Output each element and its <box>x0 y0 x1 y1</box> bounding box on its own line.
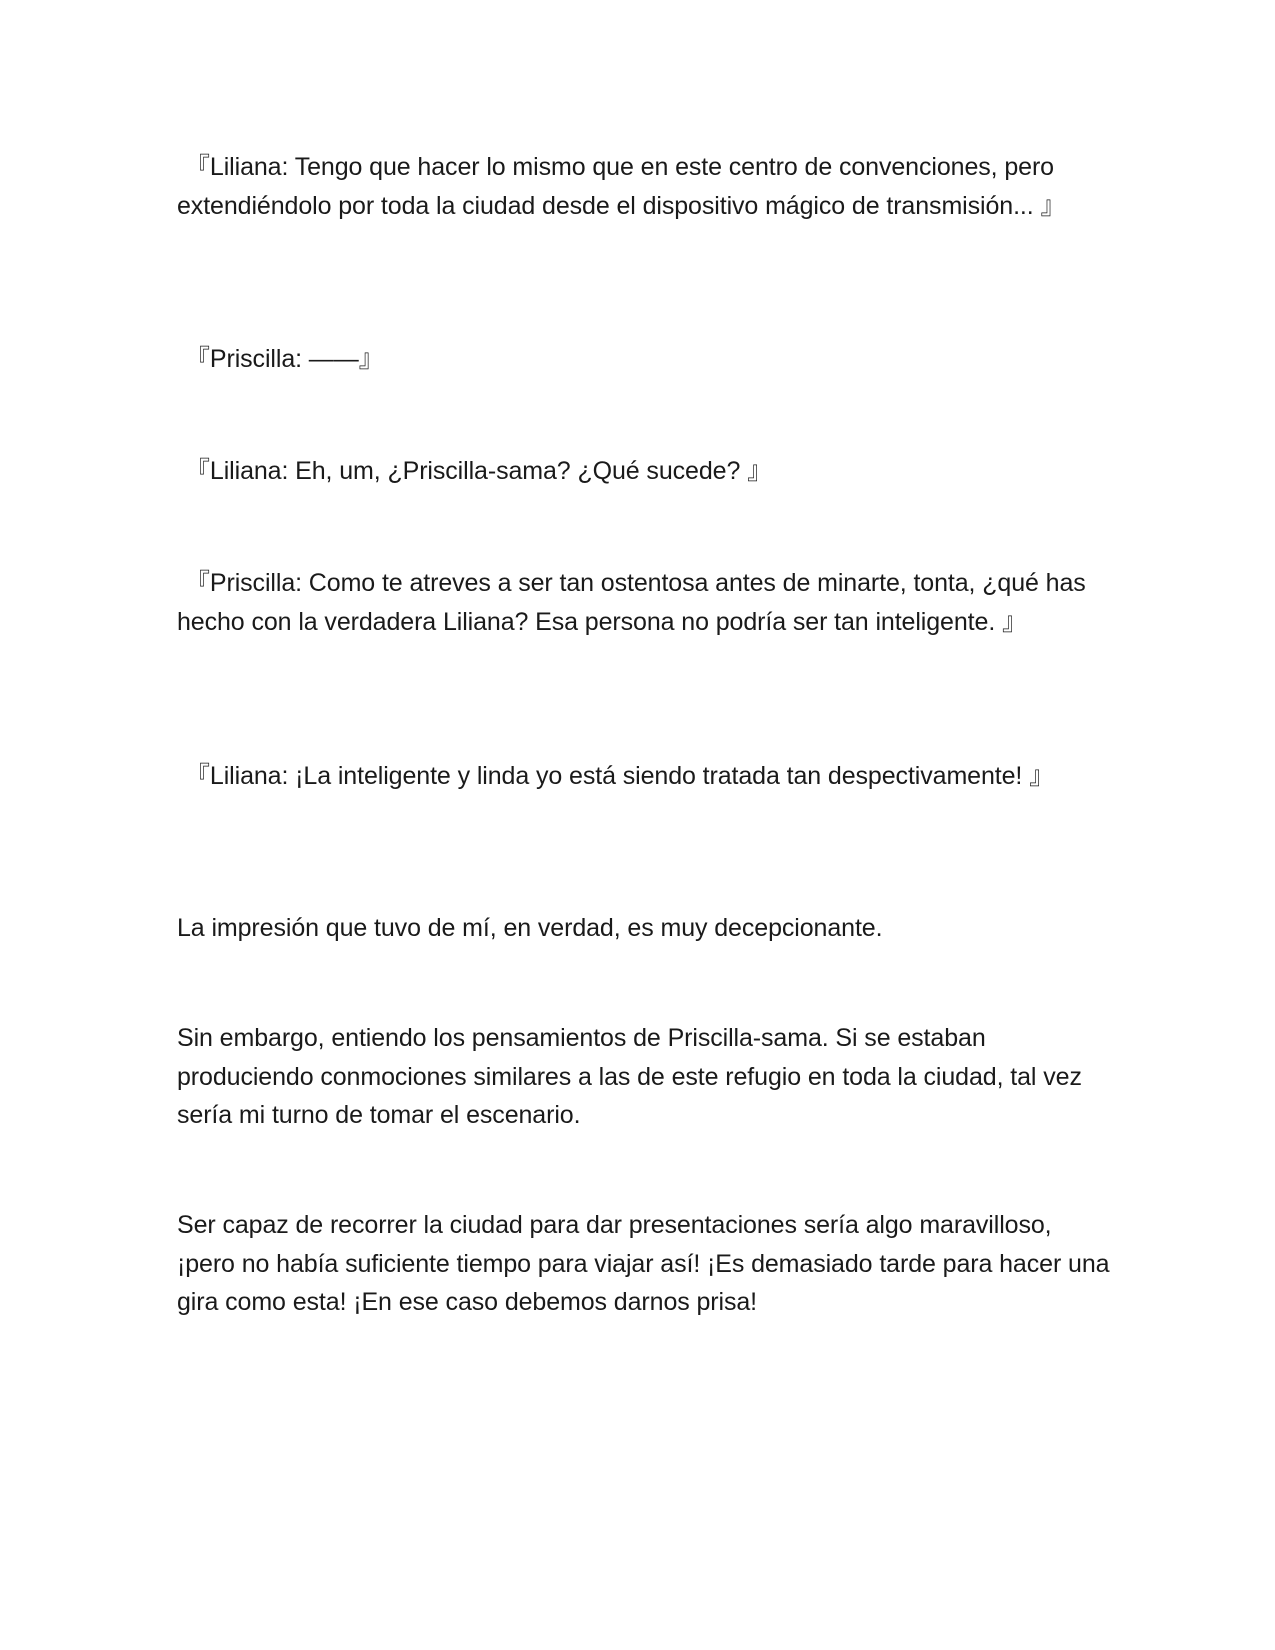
dialogue-priscilla-2: 『Priscilla: Como te atreves a ser tan ostentosa antes de minarte, tonta, ¿qué has hecho con la verdadera Liliana? Esa persona no podría ser tan inteligente. 』 <box>177 569 1086 636</box>
narration-paragraph-1: La impresión que tuvo de mí, en verdad, es muy decepcionante. <box>177 914 883 942</box>
narration-paragraph-3: Ser capaz de recorrer la ciudad para dar presentaciones sería algo maravilloso, ¡pero no había suficiente tiempo para viajar así! ¡Es demasiado tarde para hacer una gira como esta! ¡En ese caso debemos darnos prisa! <box>177 1211 1110 1316</box>
dialogue-liliana-3: 『Liliana: ¡La inteligente y linda yo está siendo tratada tan despectivamente! 』 <box>185 762 1055 790</box>
narration-paragraph-2: Sin embargo, entiendo los pensamientos de Priscilla-sama. Si se estaban produciendo conmociones similares a las de este refugio en toda la ciudad, tal vez sería mi turno de tomar el escenario. <box>177 1024 1082 1129</box>
dialogue-liliana-2: 『Liliana: Eh, um, ¿Priscilla-sama? ¿Qué sucede? 』 <box>185 457 772 485</box>
dialogue-priscilla-1: 『Priscilla: ——』 <box>185 345 384 373</box>
dialogue-liliana-1: 『Liliana: Tengo que hacer lo mismo que en este centro de convenciones, pero extendiéndolo por toda la ciudad desde el dispositivo mágico de transmisión... 』 <box>177 153 1066 220</box>
